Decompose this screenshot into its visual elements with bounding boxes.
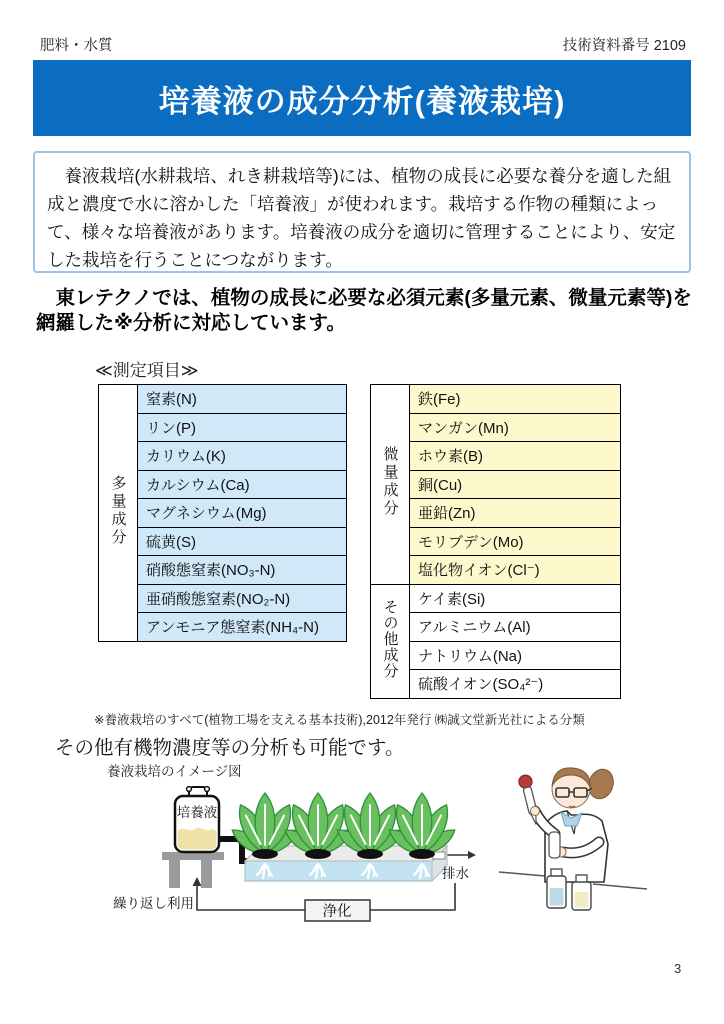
table-cell: カリウム(K) [138,442,347,471]
trace-group-label: 微量成分 [381,446,399,519]
table-cell: 亜硝酸態窒素(NO₂-N) [138,584,347,613]
table-cell: カルシウム(Ca) [138,470,347,499]
section-heading: ≪測定項目≫ [95,361,199,380]
hydroponics-diagram [50,775,490,927]
other-group-cell [371,584,410,698]
additional-note: その他有機物濃度等の分析も可能です。 [55,737,405,759]
header-category: 肥料・水質 [40,38,113,54]
table-cell: 窒素(N) [138,385,347,414]
tank-stand [162,852,224,888]
drain-outlet [433,852,445,859]
table-cell: モリブデン(Mo) [410,527,621,556]
yellow-sample [575,892,589,908]
trace-and-other-components-table [370,384,621,699]
table-cell: ホウ素(B) [410,442,621,471]
table-cell: 硫黄(S) [138,527,347,556]
reuse-label: 繰り返し利用 [113,896,194,911]
blue-sample [550,888,564,906]
reuse-arrowhead [193,877,202,886]
table-cell: アンモニア態窒素(NH₄-N) [138,613,347,642]
table-row [371,385,621,414]
table-cell: 鉄(Fe) [410,385,621,414]
drain-arrowhead [468,851,476,859]
trace-group-cell [371,385,410,585]
table-cell: アルミニウム(Al) [410,613,621,642]
purification-label: 浄化 [322,904,352,920]
tank-liquid [178,828,217,850]
table-cell: リン(P) [138,413,347,442]
page-title: 培養液の成分分析(養液栽培) [158,83,566,119]
table-cell: 亜鉛(Zn) [410,499,621,528]
table-cell: マンガン(Mn) [410,413,621,442]
pipette-arm [518,774,555,834]
tank-label: 培養液 [176,805,218,820]
scientist-head [552,766,617,808]
footnote: ※養液栽培のすべて(植物工場を支える基本技術),2012年発行 ㈱誠文堂新光社による分類 [94,713,585,727]
table-cell: 銅(Cu) [410,470,621,499]
scientist-illustration [497,762,702,942]
major-components-table [98,384,347,642]
table-cell: 塩化物イオン(Cl⁻) [410,556,621,585]
title-banner [33,60,691,136]
major-group-cell [99,385,138,642]
intro-paragraph: 養液栽培(水耕栽培、れき耕栽培等)には、植物の成長に必要な養分を適した組成と濃度で水に溶かした「培養液」が使われます。栽培する作物の種類によって、様々な培養液があります。培養液の成分を適切に管理することにより、安定した栽培を行うことにつながります。 [47,166,676,270]
header-doc-number: 技術資料番号 2109 [562,38,686,54]
intro-box [33,151,691,273]
test-tube [549,832,560,858]
table-cell: マグネシウム(Mg) [138,499,347,528]
table-cell: 硝酸態窒素(NO₃-N) [138,556,347,585]
table-row [99,385,347,414]
hand [531,807,540,816]
drain-label: 排水 [442,866,469,881]
other-group-label: その他成分 [381,599,399,679]
table-cell: ナトリウム(Na) [410,641,621,670]
page-number: 3 [674,961,682,976]
lead-paragraph: 東レテクノでは、植物の成長に必要な必須元素(多量元素、微量元素等)を網羅した※分析に対応しています。 [36,287,692,334]
table-row [371,584,621,613]
table-cell: ケイ素(Si) [410,584,621,613]
nutrient-tank [175,787,219,852]
table-cell: 硫酸イオン(SO₄²⁻) [410,670,621,699]
diagram-caption: 養液栽培のイメージ図 [107,764,242,779]
major-group-label: 多量成分 [109,474,127,547]
